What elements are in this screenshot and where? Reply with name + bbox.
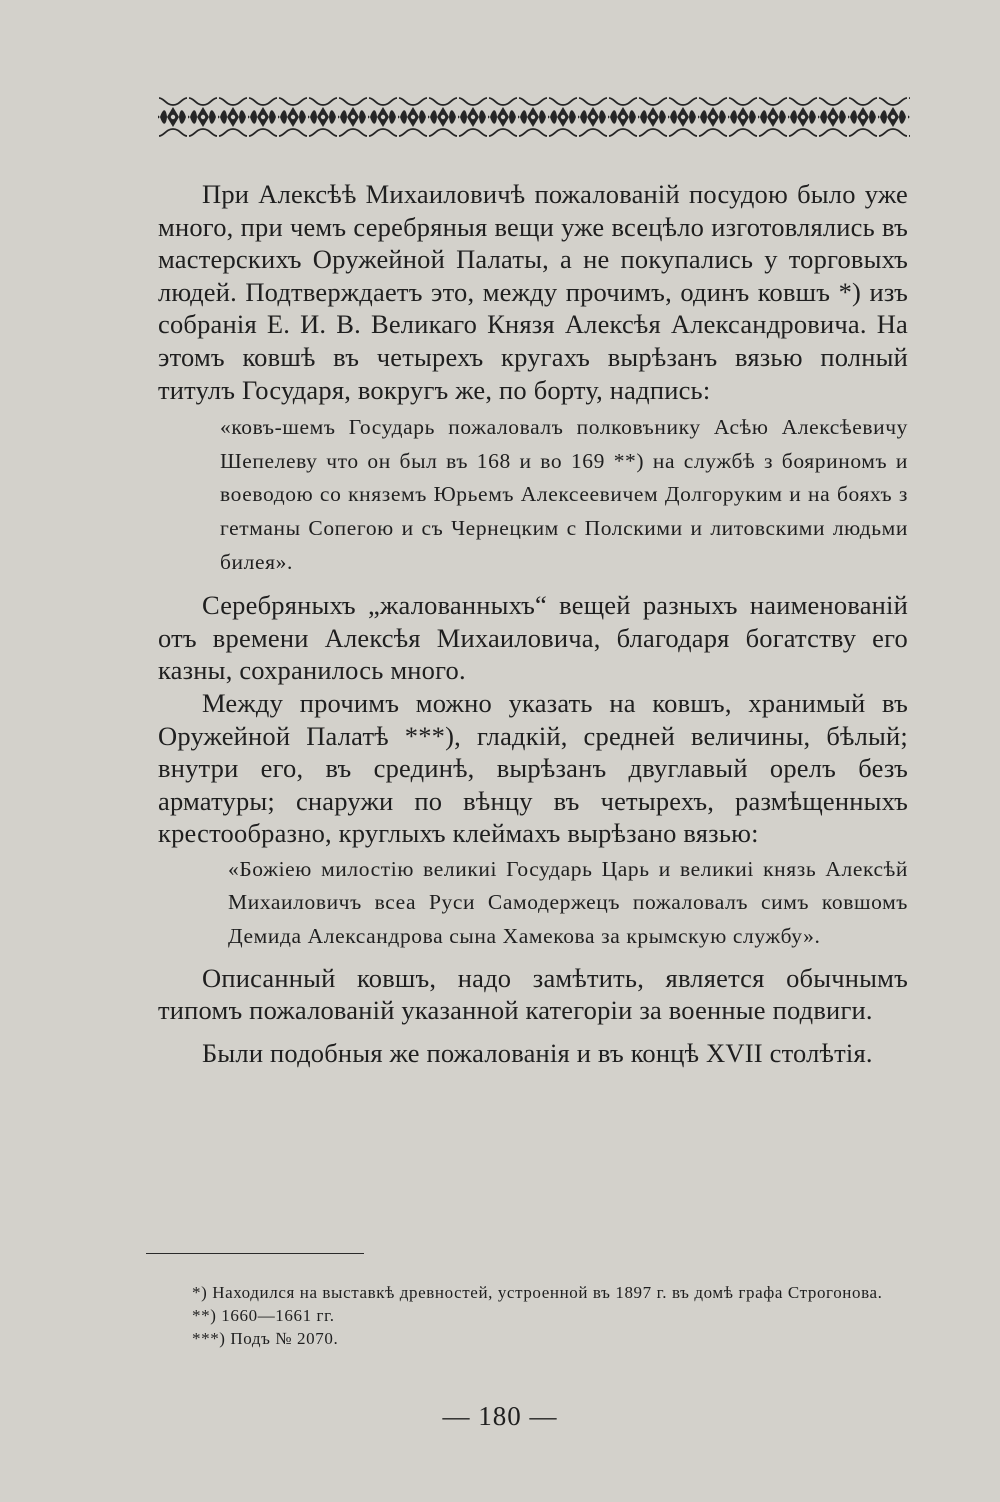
main-text	[158, 178, 908, 1069]
paragraph-2: Серебряныхъ „жалованныхъ“ вещей разныхъ наименованій отъ времени Алексѣя Михаиловича, благодаря богатству его казны, сохранилось много.	[158, 590, 908, 686]
page-number: — 180 —	[442, 1401, 558, 1431]
paragraph-4: Описанный ковшъ, надо замѣтить, является обычнымъ типомъ пожалованій указанной категоріи за военные подвиги.	[158, 962, 908, 1026]
footnotes	[158, 1281, 890, 1350]
floral-border-icon	[158, 96, 910, 138]
footnote-divider	[146, 1253, 364, 1254]
paragraph-3: Между прочимъ можно указать на ковшъ, хранимый въ Оружейной Палатѣ ***), гладкій, средней величины, бѣлый; внутри его, въ срединѣ, вырѣзанъ двуглавый орелъ безъ арматуры; снаружи по вѣнцу въ четырехъ, размѣщенныхъ крестообразно, круглыхъ клеймахъ вырѣзано вязью:	[158, 687, 908, 849]
inscription-quote-2: «Божіею милостію великиі Государь Царь и великиі князь Алексѣй Михаиловичъ всеа Руси Самодержецъ пожаловалъ симъ ковшомъ Демида Александрова сына Хамекова за крымскую службу».	[228, 856, 908, 949]
footnote-1: *) Находился на выставкѣ древностей, устроенной въ 1897 г. въ домѣ графа Строгонова.	[192, 1283, 883, 1302]
inscription-quote-1: «ковъ-шемъ Государь пожаловалъ полковънику Асѣю Алексѣевичу Шепелеву что он был въ 168 и во 169 **) на службѣ з бояриномъ и воеводою со княземъ Юрьемъ Алексеевичем Долгоруким и на бояхъ з гетманы Сопегою и съ Чернецким с Полскими и литовскими людьми билея».	[220, 415, 908, 574]
footnote-2: **) 1660—1661 гг.	[192, 1306, 335, 1325]
paragraph-5: Были подобныя же пожалованія и въ концѣ XVII столѣтія.	[202, 1037, 873, 1068]
paragraph-1: При Алексѣѣ Михаиловичѣ пожалованій посудою было уже много, при чемъ серебряныя вещи уже всецѣло изготовлялись въ мастерскихъ Оружейной Палаты, а не покупались у торговыхъ людей. Подтверждаетъ это, между прочимъ, одинъ ковшъ *) изъ собранія Е. И. В. Великаго Князя Алексѣя Александровича. На этомъ ковшѣ въ четырехъ кругахъ вырѣзанъ вязью полный титулъ Государя, вокругъ же, по борту, надпись:	[158, 179, 908, 405]
footnote-3: ***) Подъ № 2070.	[192, 1329, 339, 1348]
